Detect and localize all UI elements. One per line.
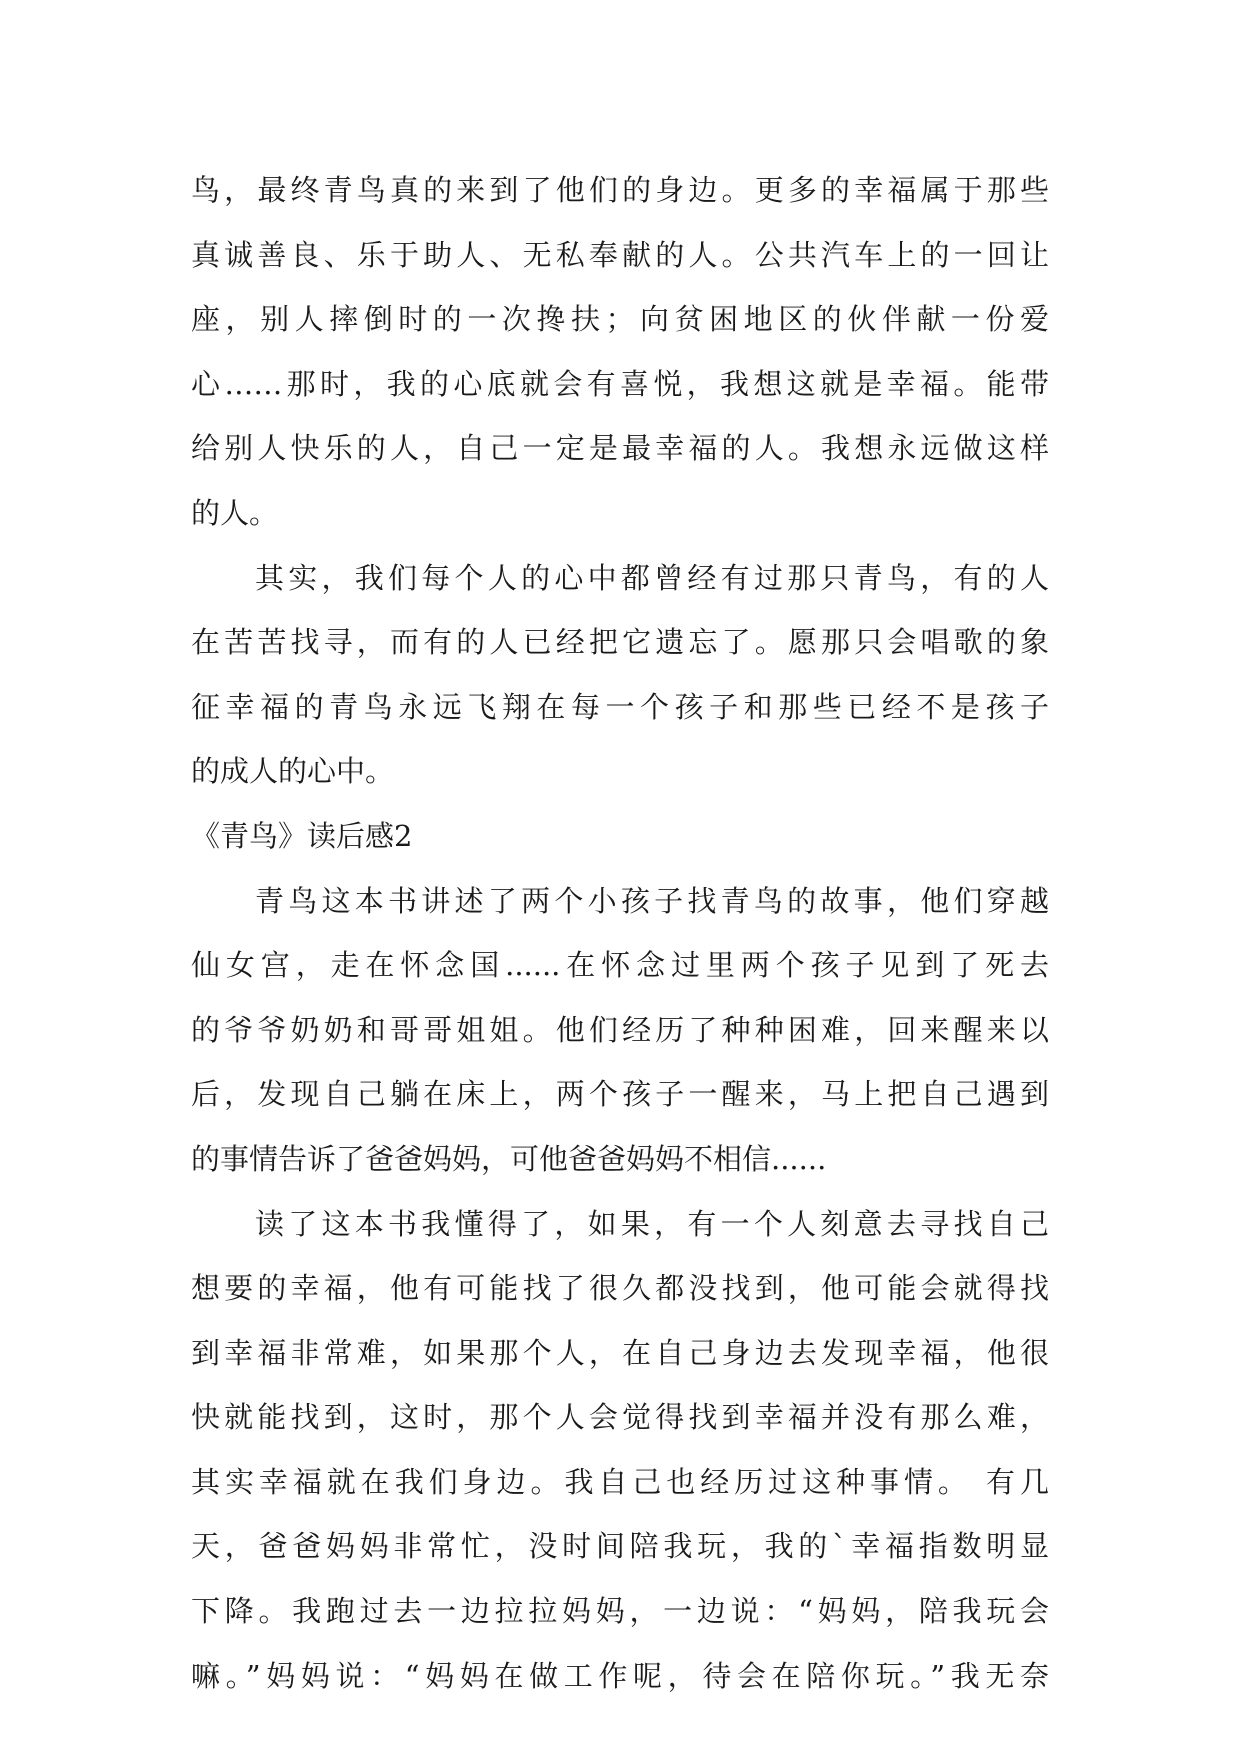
text-line: 的事情告诉了爸爸妈妈，可他爸爸妈妈不相信...... bbox=[191, 1141, 827, 1176]
paragraph-3 bbox=[191, 869, 1049, 1192]
text-line: 其实幸福就在我们身边。我自己也经历过这种事情。 有几 bbox=[191, 1464, 1049, 1499]
paragraph-4 bbox=[191, 1192, 1049, 1709]
paragraph-2 bbox=[191, 546, 1049, 804]
text-line: 心……那时，我的心底就会有喜悦，我想这就是幸福。能带 bbox=[191, 366, 1049, 401]
text-line: 读了这本书我懂得了，如果，有一个人刻意去寻找自己 bbox=[255, 1206, 1049, 1241]
text-line: 天，爸爸妈妈非常忙，没时间陪我玩，我的`幸福指数明显 bbox=[191, 1529, 1049, 1564]
text-line: 青鸟这本书讲述了两个小孩子找青鸟的故事，他们穿越 bbox=[255, 883, 1049, 918]
text-line: 仙女宫，走在怀念国......在怀念过里两个孩子见到了死去 bbox=[191, 948, 1049, 983]
document-body bbox=[191, 158, 1049, 1708]
text-line: 嘛。”妈妈说：“妈妈在做工作呢，待会在陪你玩。”我无奈 bbox=[191, 1658, 1049, 1693]
text-line: 快就能找到，这时，那个人会觉得找到幸福并没有那么难， bbox=[191, 1400, 1049, 1435]
text-line: 想要的幸福，他有可能找了很久都没找到，他可能会就得找 bbox=[191, 1271, 1049, 1306]
text-line: 征幸福的青鸟永远飞翔在每一个孩子和那些已经不是孩子 bbox=[191, 689, 1049, 724]
text-line: 在苦苦找寻，而有的人已经把它遗忘了。愿那只会唱歌的象 bbox=[191, 625, 1049, 660]
text-line: 座，别人摔倒时的一次搀扶；向贫困地区的伙伴献一份爱 bbox=[191, 302, 1049, 337]
text-line: 到幸福非常难，如果那个人，在自己身边去发现幸福，他很 bbox=[191, 1335, 1049, 1370]
text-line: 后，发现自己躺在床上，两个孩子一醒来，马上把自己遇到 bbox=[191, 1077, 1049, 1112]
text-line: 给别人快乐的人，自己一定是最幸福的人。我想永远做这样 bbox=[191, 431, 1049, 466]
text-line: 鸟，最终青鸟真的来到了他们的身边。更多的幸福属于那些 bbox=[191, 173, 1049, 207]
section-title: 《青鸟》读后感2 bbox=[191, 818, 413, 853]
text-line: 其实，我们每个人的心中都曾经有过那只青鸟，有的人 bbox=[255, 560, 1049, 595]
text-line: 的人。 bbox=[191, 495, 279, 530]
text-line: 的爷爷奶奶和哥哥姐姐。他们经历了种种困难，回来醒来以 bbox=[191, 1012, 1049, 1047]
text-line: 的成人的心中。 bbox=[191, 754, 395, 789]
paragraph-1 bbox=[191, 158, 1049, 546]
text-line: 下降。我跑过去一边拉拉妈妈，一边说：“妈妈，陪我玩会 bbox=[191, 1594, 1049, 1629]
text-line: 真诚善良、乐于助人、无私奉献的人。公共汽车上的一回让 bbox=[191, 237, 1049, 272]
